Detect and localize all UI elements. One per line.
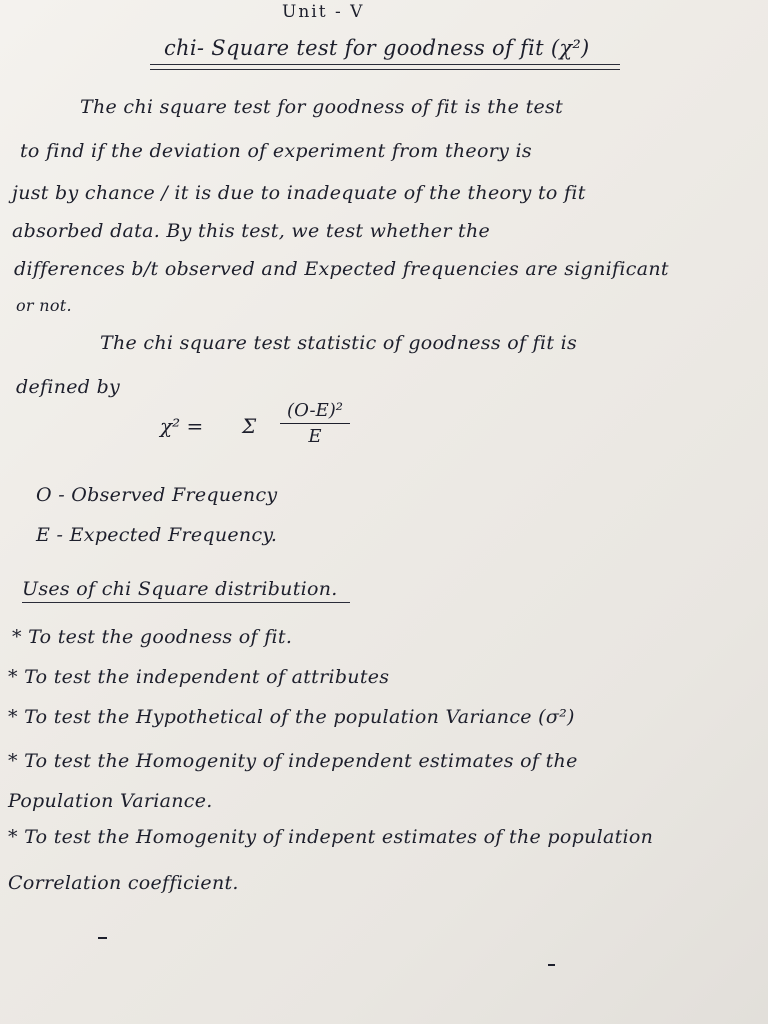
- use-item: Correlation coefficient.: [8, 872, 239, 894]
- use-item: * To test the independent of attributes: [8, 666, 390, 688]
- legend-expected: E - Expected Frequency.: [36, 524, 278, 546]
- use-item: * To test the Homogenity of independent estimates of the: [8, 750, 578, 772]
- formula-lhs: χ² =: [160, 414, 204, 438]
- page-title: chi- Square test for goodness of fit (χ²): [164, 36, 590, 60]
- intro-line: just by chance / it is due to inadequate of the theory to fit: [12, 182, 586, 204]
- use-item: * To test the goodness of fit.: [12, 626, 293, 648]
- uses-underline: [22, 602, 350, 603]
- formula-denominator: E: [308, 426, 322, 447]
- intro-line: to find if the deviation of experiment from theory is: [20, 140, 532, 162]
- intro-line: or not.: [16, 296, 72, 315]
- definition-line: defined by: [16, 376, 121, 398]
- unit-label: Unit - V: [282, 2, 365, 22]
- title-underline: [150, 64, 620, 65]
- use-item: Population Variance.: [8, 790, 213, 812]
- formula-fraction: [280, 400, 350, 447]
- sigma-symbol: Σ: [242, 414, 257, 438]
- title-underline-second: [150, 69, 620, 70]
- fraction-bar: [280, 423, 350, 424]
- uses-heading: Uses of chi Square distribution.: [22, 578, 338, 600]
- intro-line: The chi square test for goodness of fit is the test: [80, 96, 564, 118]
- formula-numerator: (O-E)²: [287, 400, 343, 421]
- intro-line: differences b/t observed and Expected frequencies are significant: [14, 258, 669, 280]
- pen-mark: [98, 937, 107, 939]
- legend-observed: O - Observed Frequency: [36, 484, 278, 506]
- use-item: * To test the Homogenity of indepent estimates of the population: [8, 826, 654, 848]
- use-item: * To test the Hypothetical of the population Variance (σ²): [8, 706, 575, 728]
- definition-line: The chi square test statistic of goodness of fit is: [100, 332, 578, 354]
- pen-mark: [548, 964, 555, 966]
- intro-line: absorbed data. By this test, we test whether the: [12, 220, 491, 242]
